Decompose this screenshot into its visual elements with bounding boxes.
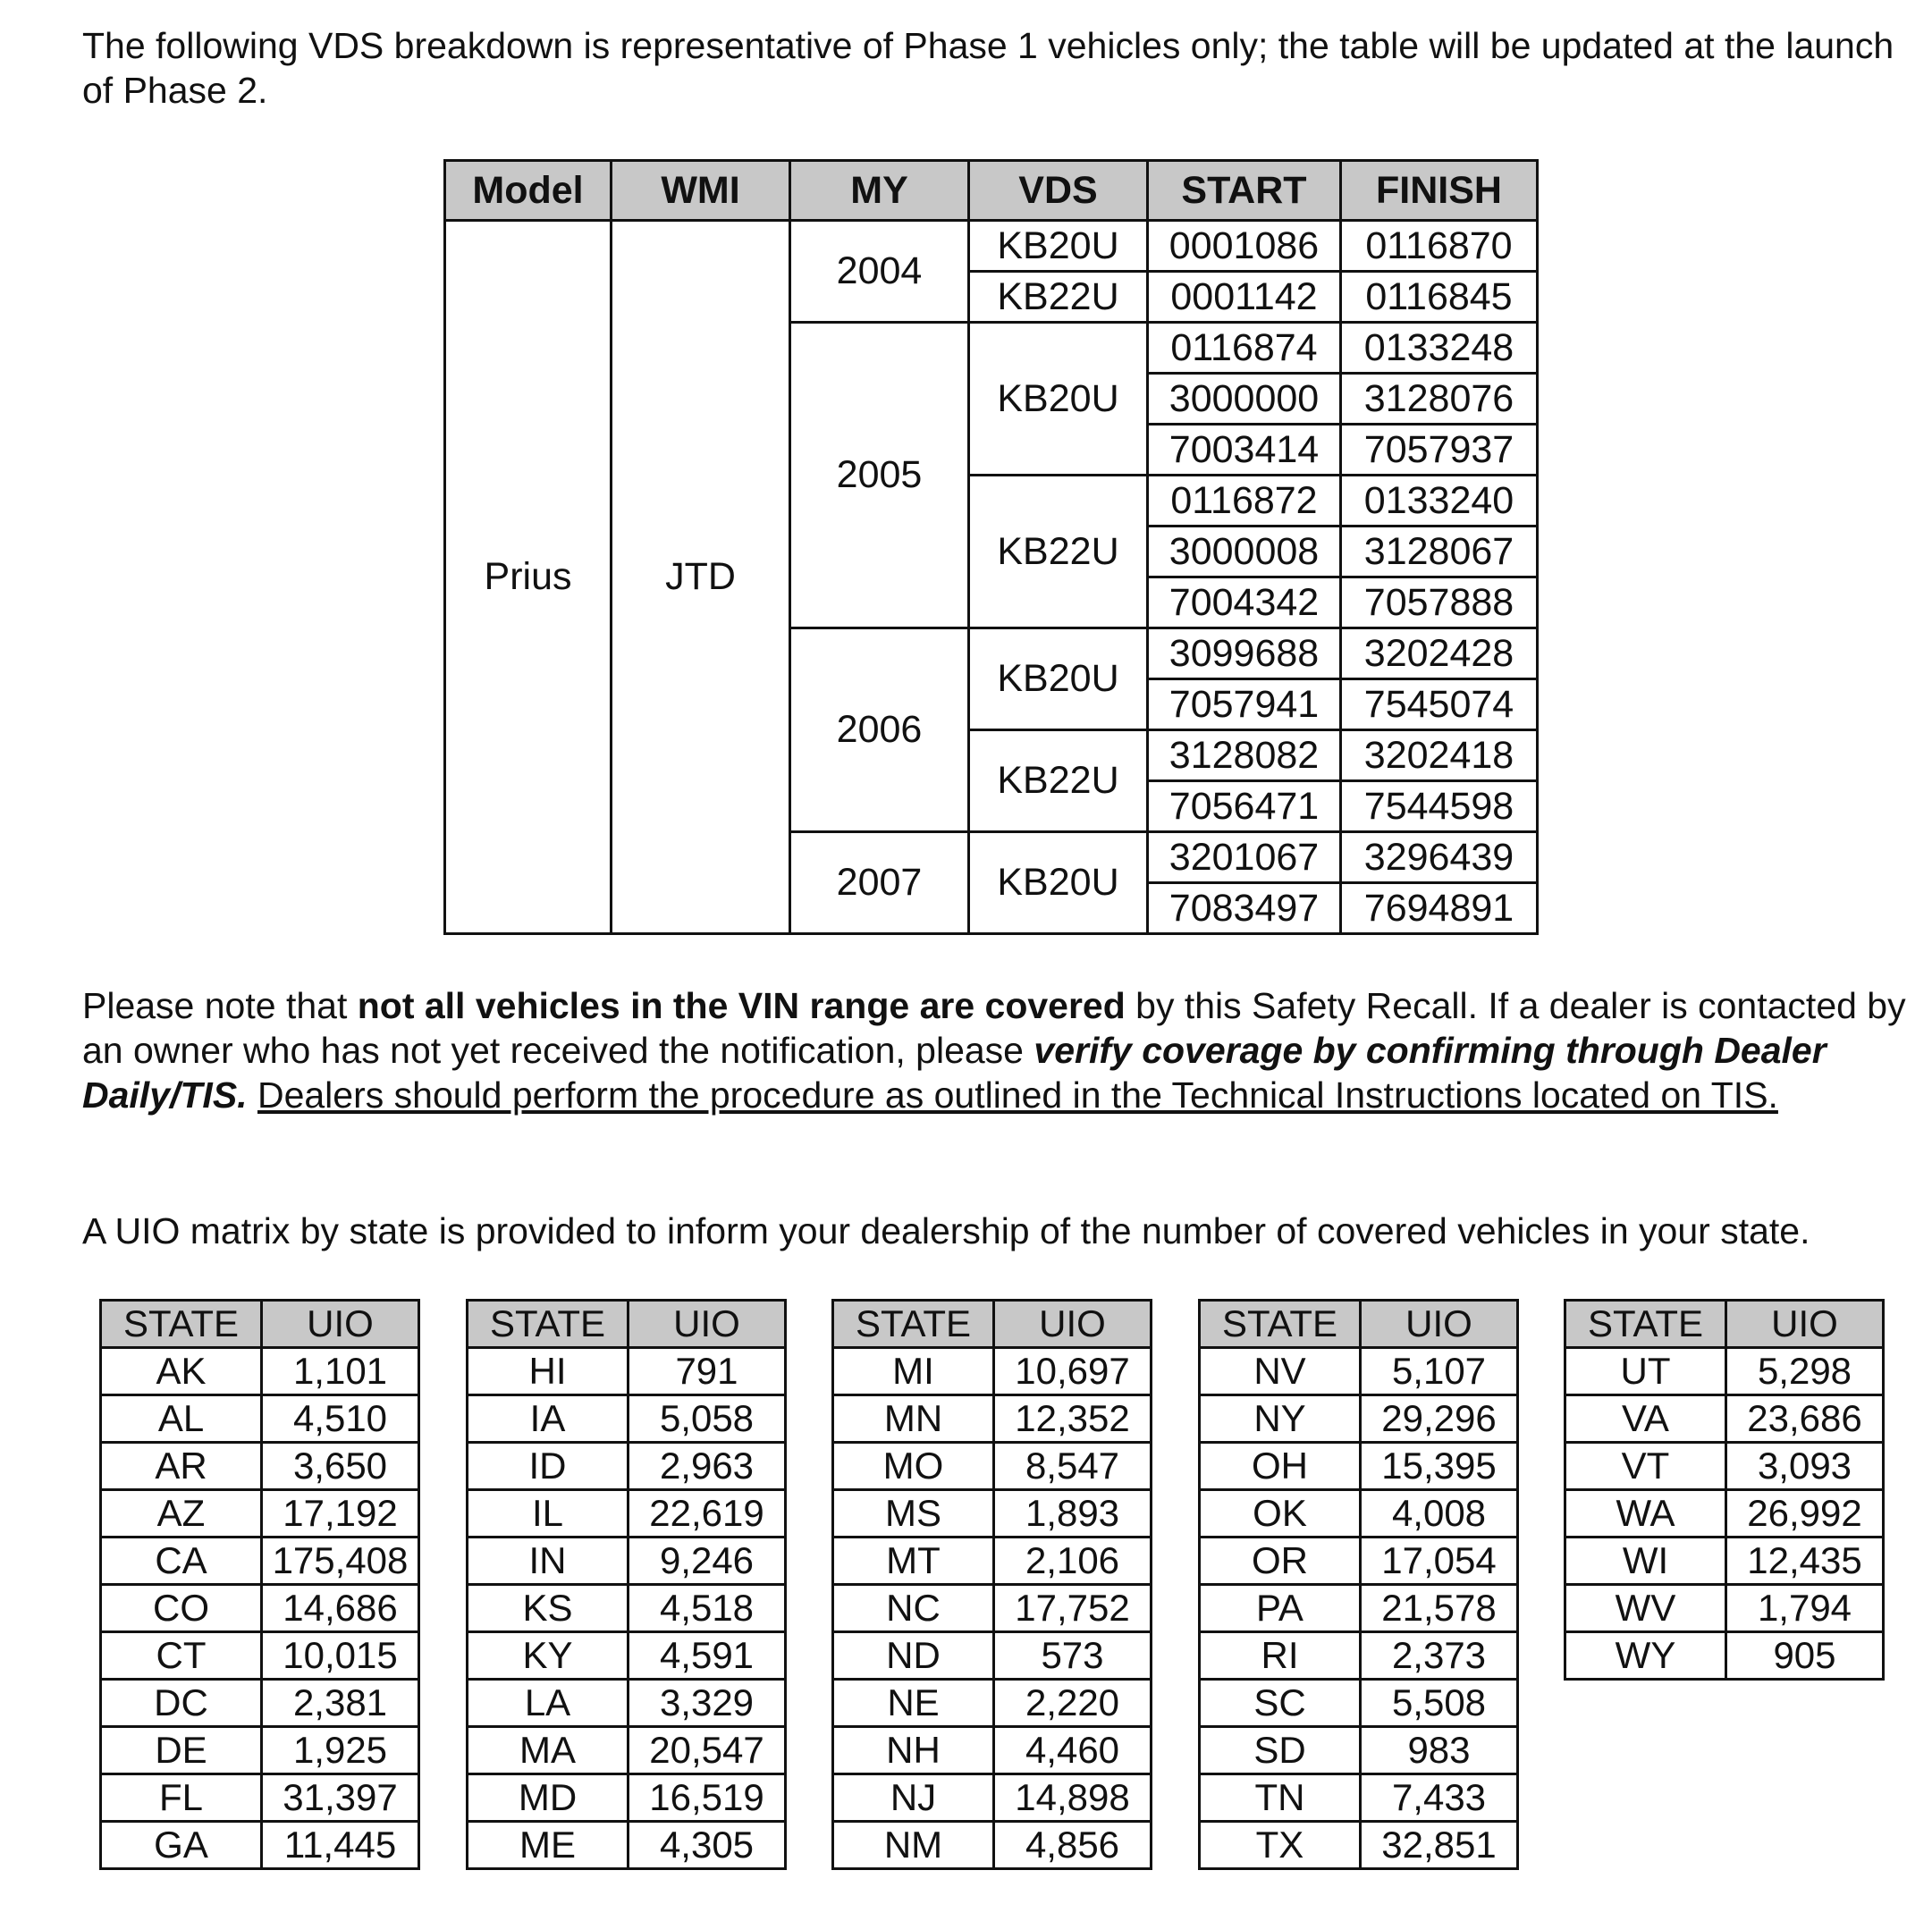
uio-cell: 2,381: [262, 1680, 419, 1727]
state-cell: IN: [468, 1538, 629, 1585]
table-row: [833, 1727, 1152, 1774]
note-bold-italic: verify coverage by confirming through Dealer Daily/TIS.: [82, 1030, 1827, 1116]
start-cell: 0001142: [1148, 272, 1341, 323]
state-cell: OK: [1200, 1490, 1361, 1538]
uio-state-table: [1564, 1299, 1885, 1681]
state-cell: AL: [101, 1395, 262, 1443]
header-uio: UIO: [1726, 1301, 1884, 1348]
intro-text: The following VDS breakdown is representative of Phase 1 vehicles only; the table will be updated at the launch of Phase 2.: [82, 25, 1894, 111]
table-row: [1200, 1490, 1518, 1538]
note-text: [248, 1074, 257, 1116]
state-cell: CA: [101, 1538, 262, 1585]
state-cell: CT: [101, 1632, 262, 1680]
uio-header-row: [833, 1301, 1152, 1348]
uio-cell: 21,578: [1361, 1585, 1518, 1632]
uio-cell: 5,107: [1361, 1348, 1518, 1395]
table-row: [1565, 1490, 1884, 1538]
uio-cell: 17,752: [994, 1585, 1152, 1632]
year-cell: 2007: [790, 832, 969, 934]
state-cell: SD: [1200, 1727, 1361, 1774]
header-vds: VDS: [969, 161, 1148, 221]
state-cell: NV: [1200, 1348, 1361, 1395]
header-model: Model: [445, 161, 612, 221]
uio-cell: 4,460: [994, 1727, 1152, 1774]
state-cell: KS: [468, 1585, 629, 1632]
table-row: [468, 1443, 786, 1490]
note-bold: not all vehicles in the VIN range are covered: [357, 985, 1126, 1026]
table-row: [833, 1822, 1152, 1869]
state-cell: NC: [833, 1585, 994, 1632]
table-row: [1565, 1443, 1884, 1490]
header-wmi: WMI: [612, 161, 790, 221]
header-my: MY: [790, 161, 969, 221]
header-state: STATE: [468, 1301, 629, 1348]
header-state: STATE: [833, 1301, 994, 1348]
uio-cell: 29,296: [1361, 1395, 1518, 1443]
table-row: [101, 1443, 419, 1490]
uio-cell: 573: [994, 1632, 1152, 1680]
table-row: [833, 1395, 1152, 1443]
table-row: [101, 1395, 419, 1443]
vds-breakdown-table: [443, 159, 1539, 935]
state-cell: OR: [1200, 1538, 1361, 1585]
finish-cell: 0116870: [1341, 221, 1538, 272]
table-row: [1200, 1632, 1518, 1680]
start-cell: 3000000: [1148, 374, 1341, 425]
header-state: STATE: [1565, 1301, 1726, 1348]
state-cell: TN: [1200, 1774, 1361, 1822]
state-cell: NE: [833, 1680, 994, 1727]
table-row: [101, 1538, 419, 1585]
uio-cell: 32,851: [1361, 1822, 1518, 1869]
uio-header-row: [1200, 1301, 1518, 1348]
finish-cell: 7544598: [1341, 781, 1538, 832]
state-cell: DC: [101, 1680, 262, 1727]
finish-cell: 7057937: [1341, 425, 1538, 476]
uio-cell: 5,058: [629, 1395, 786, 1443]
uio-intro-text: A UIO matrix by state is provided to inform your dealership of the number of covered vehicles in your state.: [82, 1210, 1810, 1251]
state-cell: MI: [833, 1348, 994, 1395]
state-cell: PA: [1200, 1585, 1361, 1632]
table-row: [101, 1680, 419, 1727]
table-row: [468, 1632, 786, 1680]
start-cell: 3000008: [1148, 527, 1341, 577]
uio-cell: 4,008: [1361, 1490, 1518, 1538]
uio-cell: 10,015: [262, 1632, 419, 1680]
table-row: [1565, 1538, 1884, 1585]
uio-cell: 2,106: [994, 1538, 1152, 1585]
state-cell: NJ: [833, 1774, 994, 1822]
finish-cell: 7694891: [1341, 883, 1538, 934]
header-uio: UIO: [994, 1301, 1152, 1348]
uio-cell: 905: [1726, 1632, 1884, 1680]
uio-cell: 175,408: [262, 1538, 419, 1585]
uio-cell: 4,510: [262, 1395, 419, 1443]
start-cell: 3201067: [1148, 832, 1341, 883]
table-row: [833, 1348, 1152, 1395]
uio-cell: 3,329: [629, 1680, 786, 1727]
finish-cell: 3128067: [1341, 527, 1538, 577]
wmi-cell: JTD: [612, 221, 790, 934]
header-state: STATE: [101, 1301, 262, 1348]
state-cell: AK: [101, 1348, 262, 1395]
state-cell: NH: [833, 1727, 994, 1774]
finish-cell: 3296439: [1341, 832, 1538, 883]
start-cell: 7004342: [1148, 577, 1341, 628]
uio-cell: 3,650: [262, 1443, 419, 1490]
note-underlined: Dealers should perform the procedure as outlined in the Technical Instructions located on TIS.: [257, 1074, 1778, 1116]
finish-cell: 7545074: [1341, 679, 1538, 730]
vds-cell: KB20U: [969, 832, 1148, 934]
table-row: [1200, 1822, 1518, 1869]
header-uio: UIO: [629, 1301, 786, 1348]
uio-cell: 1,893: [994, 1490, 1152, 1538]
table-row: [1200, 1774, 1518, 1822]
state-cell: MN: [833, 1395, 994, 1443]
finish-cell: 7057888: [1341, 577, 1538, 628]
finish-cell: 3202428: [1341, 628, 1538, 679]
coverage-note: [82, 983, 1924, 1117]
uio-cell: 8,547: [994, 1443, 1152, 1490]
table-row: [445, 221, 1538, 272]
uio-cell: 17,192: [262, 1490, 419, 1538]
table-row: [1200, 1680, 1518, 1727]
state-cell: MO: [833, 1443, 994, 1490]
table-row: [1565, 1348, 1884, 1395]
uio-cell: 20,547: [629, 1727, 786, 1774]
state-cell: ND: [833, 1632, 994, 1680]
state-cell: WA: [1565, 1490, 1726, 1538]
start-cell: 7083497: [1148, 883, 1341, 934]
state-cell: VT: [1565, 1443, 1726, 1490]
vds-cell: KB22U: [969, 476, 1148, 628]
state-cell: SC: [1200, 1680, 1361, 1727]
header-state: STATE: [1200, 1301, 1361, 1348]
uio-state-table: [1198, 1299, 1519, 1870]
table-row: [1200, 1395, 1518, 1443]
table-row: [101, 1822, 419, 1869]
table-row: [101, 1774, 419, 1822]
table-row: [468, 1538, 786, 1585]
model-cell: Prius: [445, 221, 612, 934]
header-uio: UIO: [262, 1301, 419, 1348]
uio-cell: 4,518: [629, 1585, 786, 1632]
table-row: [833, 1443, 1152, 1490]
header-start: START: [1148, 161, 1341, 221]
start-cell: 0116872: [1148, 476, 1341, 527]
note-text: by this Safety Recall. If a dealer is contacted by an owner who has not yet received the notification, please: [82, 985, 1906, 1071]
uio-cell: 7,433: [1361, 1774, 1518, 1822]
table-row: [1565, 1632, 1884, 1680]
uio-cell: 2,963: [629, 1443, 786, 1490]
state-cell: ID: [468, 1443, 629, 1490]
uio-cell: 1,101: [262, 1348, 419, 1395]
vds-cell: KB22U: [969, 730, 1148, 832]
uio-cell: 14,898: [994, 1774, 1152, 1822]
uio-cell: 4,305: [629, 1822, 786, 1869]
state-cell: OH: [1200, 1443, 1361, 1490]
state-cell: FL: [101, 1774, 262, 1822]
uio-cell: 12,352: [994, 1395, 1152, 1443]
uio-cell: 5,298: [1726, 1348, 1884, 1395]
table-row: [101, 1348, 419, 1395]
start-cell: 7057941: [1148, 679, 1341, 730]
start-cell: 0116874: [1148, 323, 1341, 374]
vds-cell: KB20U: [969, 221, 1148, 272]
uio-cell: 17,054: [1361, 1538, 1518, 1585]
uio-cell: 1,925: [262, 1727, 419, 1774]
state-cell: CO: [101, 1585, 262, 1632]
uio-cell: 4,591: [629, 1632, 786, 1680]
table-row: [1200, 1585, 1518, 1632]
state-cell: MT: [833, 1538, 994, 1585]
table-row: [101, 1727, 419, 1774]
state-cell: AZ: [101, 1490, 262, 1538]
table-row: [833, 1585, 1152, 1632]
uio-state-table: [831, 1299, 1152, 1870]
vds-header-row: [445, 161, 1538, 221]
state-cell: NM: [833, 1822, 994, 1869]
uio-cell: 2,220: [994, 1680, 1152, 1727]
state-cell: DE: [101, 1727, 262, 1774]
state-cell: KY: [468, 1632, 629, 1680]
uio-cell: 22,619: [629, 1490, 786, 1538]
table-row: [468, 1822, 786, 1869]
uio-cell: 23,686: [1726, 1395, 1884, 1443]
uio-cell: 26,992: [1726, 1490, 1884, 1538]
uio-cell: 15,395: [1361, 1443, 1518, 1490]
state-cell: GA: [101, 1822, 262, 1869]
uio-cell: 31,397: [262, 1774, 419, 1822]
state-cell: ME: [468, 1822, 629, 1869]
table-row: [101, 1632, 419, 1680]
state-cell: UT: [1565, 1348, 1726, 1395]
vds-cell: KB20U: [969, 323, 1148, 476]
start-cell: 3128082: [1148, 730, 1341, 781]
state-cell: WV: [1565, 1585, 1726, 1632]
uio-state-table: [466, 1299, 787, 1870]
table-row: [468, 1774, 786, 1822]
header-uio: UIO: [1361, 1301, 1518, 1348]
finish-cell: 0116845: [1341, 272, 1538, 323]
table-row: [833, 1680, 1152, 1727]
state-cell: VA: [1565, 1395, 1726, 1443]
state-cell: AR: [101, 1443, 262, 1490]
table-row: [101, 1585, 419, 1632]
state-cell: MD: [468, 1774, 629, 1822]
year-cell: 2005: [790, 323, 969, 628]
state-cell: IA: [468, 1395, 629, 1443]
header-finish: FINISH: [1341, 161, 1538, 221]
table-row: [1200, 1538, 1518, 1585]
table-row: [468, 1348, 786, 1395]
uio-cell: 791: [629, 1348, 786, 1395]
uio-cell: 10,697: [994, 1348, 1152, 1395]
finish-cell: 3128076: [1341, 374, 1538, 425]
table-row: [833, 1774, 1152, 1822]
table-row: [833, 1538, 1152, 1585]
start-cell: 7003414: [1148, 425, 1341, 476]
finish-cell: 0133248: [1341, 323, 1538, 374]
uio-cell: 1,794: [1726, 1585, 1884, 1632]
state-cell: WI: [1565, 1538, 1726, 1585]
note-text: Please note that: [82, 985, 358, 1026]
uio-cell: 5,508: [1361, 1680, 1518, 1727]
year-cell: 2004: [790, 221, 969, 323]
state-cell: NY: [1200, 1395, 1361, 1443]
year-cell: 2006: [790, 628, 969, 832]
uio-header-row: [101, 1301, 419, 1348]
table-row: [1565, 1585, 1884, 1632]
state-cell: MS: [833, 1490, 994, 1538]
state-cell: IL: [468, 1490, 629, 1538]
table-row: [468, 1490, 786, 1538]
uio-cell: 3,093: [1726, 1443, 1884, 1490]
start-cell: 7056471: [1148, 781, 1341, 832]
uio-cell: 4,856: [994, 1822, 1152, 1869]
state-cell: WY: [1565, 1632, 1726, 1680]
uio-state-table: [99, 1299, 420, 1870]
table-row: [1200, 1443, 1518, 1490]
table-row: [833, 1490, 1152, 1538]
table-row: [833, 1632, 1152, 1680]
uio-cell: 16,519: [629, 1774, 786, 1822]
state-cell: TX: [1200, 1822, 1361, 1869]
uio-cell: 9,246: [629, 1538, 786, 1585]
finish-cell: 3202418: [1341, 730, 1538, 781]
uio-cell: 2,373: [1361, 1632, 1518, 1680]
vds-cell: KB22U: [969, 272, 1148, 323]
start-cell: 0001086: [1148, 221, 1341, 272]
uio-cell: 12,435: [1726, 1538, 1884, 1585]
state-cell: RI: [1200, 1632, 1361, 1680]
table-row: [468, 1680, 786, 1727]
state-cell: MA: [468, 1727, 629, 1774]
table-row: [468, 1395, 786, 1443]
uio-cell: 14,686: [262, 1585, 419, 1632]
uio-header-row: [1565, 1301, 1884, 1348]
table-row: [468, 1585, 786, 1632]
finish-cell: 0133240: [1341, 476, 1538, 527]
vds-cell: KB20U: [969, 628, 1148, 730]
state-cell: LA: [468, 1680, 629, 1727]
uio-cell: 11,445: [262, 1822, 419, 1869]
table-row: [1200, 1348, 1518, 1395]
table-row: [1200, 1727, 1518, 1774]
start-cell: 3099688: [1148, 628, 1341, 679]
uio-header-row: [468, 1301, 786, 1348]
table-row: [101, 1490, 419, 1538]
table-row: [468, 1727, 786, 1774]
table-row: [1565, 1395, 1884, 1443]
state-cell: HI: [468, 1348, 629, 1395]
uio-cell: 983: [1361, 1727, 1518, 1774]
